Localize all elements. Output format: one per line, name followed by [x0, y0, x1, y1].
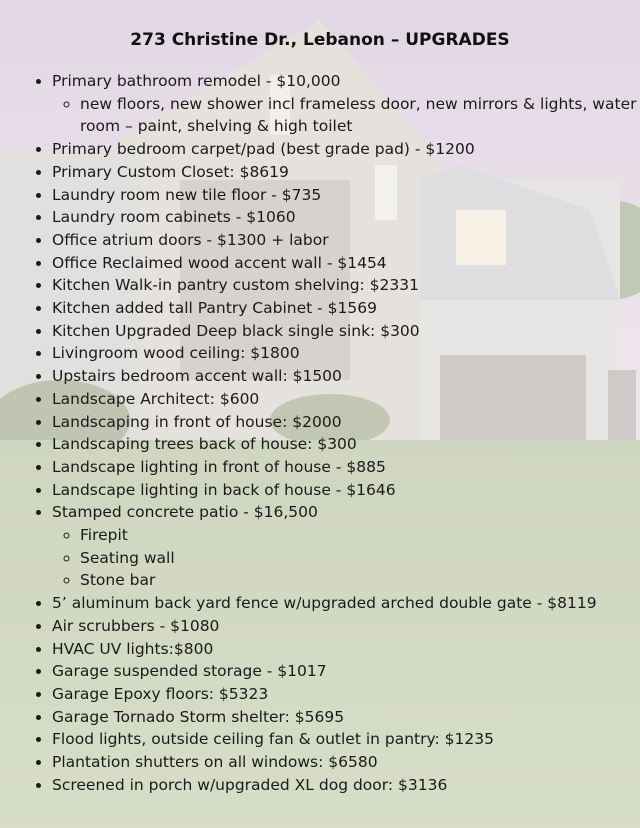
list-item: • Flood lights, outside ceiling fan & outlet in pantry: $1235	[52, 728, 640, 751]
sub-list	[52, 93, 640, 138]
sub-list-item: ◦ new floors, new shower incl frameless door, new mirrors & lights, water room – paint, shelving & high toilet	[80, 93, 640, 138]
list-item: • Landscape lighting in back of house - $1646	[52, 479, 640, 502]
list-item: • Laundry room cabinets - $1060	[52, 206, 640, 229]
sub-list-item: ◦ Firepit	[80, 524, 640, 547]
list-item: • Air scrubbers - $1080	[52, 615, 640, 638]
list-item: • Kitchen Walk-in pantry custom shelving: $2331	[52, 274, 640, 297]
list-item: • Stamped concrete patio - $16,500 ◦ Firepit ◦ Seating wall ◦ Stone bar	[52, 501, 640, 592]
list-item: • Livingroom wood ceiling: $1800	[52, 342, 640, 365]
list-item: • Garage Epoxy floors: $5323	[52, 683, 640, 706]
list-item: • Landscape Architect: $600	[52, 388, 640, 411]
list-item: • Landscape lighting in front of house - $885	[52, 456, 640, 479]
list-item: • Upstairs bedroom accent wall: $1500	[52, 365, 640, 388]
list-item: • Laundry room new tile floor - $735	[52, 184, 640, 207]
list-item: • Landscaping in front of house: $2000	[52, 411, 640, 434]
list-item: • 5’ aluminum back yard fence w/upgraded arched double gate - $8119	[52, 592, 640, 615]
list-item: • Office Reclaimed wood accent wall - $1454	[52, 252, 640, 275]
upgrades-list	[30, 70, 640, 797]
sub-list-item: ◦ Stone bar	[80, 569, 640, 592]
list-item: • Screened in porch w/upgraded XL dog door: $3136	[52, 774, 640, 797]
page-title: 273 Christine Dr., Lebanon – UPGRADES	[130, 30, 510, 50]
list-item: • Primary bedroom carpet/pad (best grade pad) - $1200	[52, 138, 640, 161]
sub-list	[52, 524, 640, 592]
list-item: • Plantation shutters on all windows: $6580	[52, 751, 640, 774]
sub-list-item: ◦ Seating wall	[80, 547, 640, 570]
list-item: • Primary bathroom remodel - $10,000 ◦ new floors, new shower incl frameless door, new mirrors & lights, water room – paint, shelving & high toilet	[52, 70, 640, 138]
list-item: • Primary Custom Closet: $8619	[52, 161, 640, 184]
list-item: • HVAC UV lights:$800	[52, 638, 640, 661]
list-item: • Kitchen added tall Pantry Cabinet - $1569	[52, 297, 640, 320]
list-item: • Garage suspended storage - $1017	[52, 660, 640, 683]
list-item: • Garage Tornado Storm shelter: $5695	[52, 706, 640, 729]
list-item: • Office atrium doors - $1300 + labor	[52, 229, 640, 252]
list-item: • Kitchen Upgraded Deep black single sink: $300	[52, 320, 640, 343]
list-item: • Landscaping trees back of house: $300	[52, 433, 640, 456]
